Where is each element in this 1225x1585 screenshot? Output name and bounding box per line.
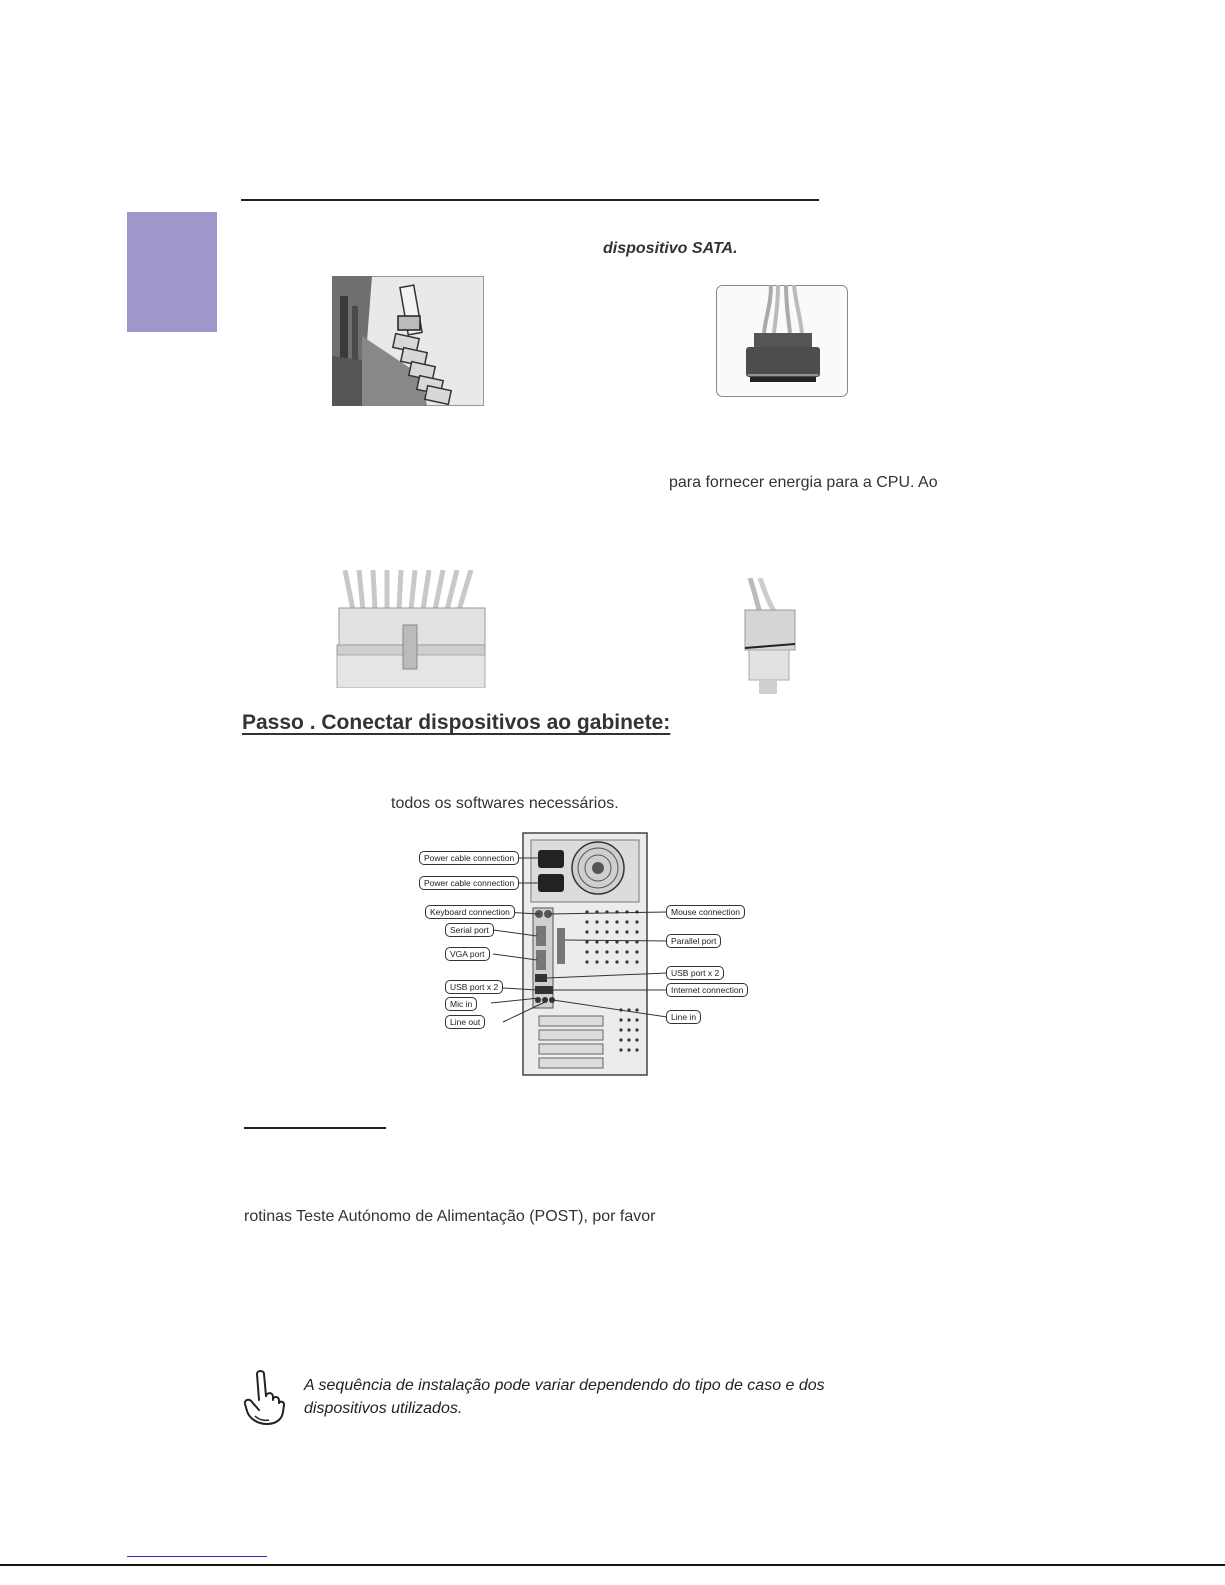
sata-caption: dispositivo SATA. [603, 240, 738, 257]
page-bottom-line [0, 1564, 1225, 1566]
label-mic-in: Mic in [445, 997, 477, 1011]
atx-power-connector-photo [335, 570, 487, 688]
power-connector-text: para fornecer energia para a CPU. Ao [669, 474, 938, 491]
sata-power-cable-photo [716, 285, 848, 397]
label-internet-connection: Internet connection [666, 983, 748, 997]
label-usb-left: USB port x 2 [445, 980, 503, 994]
footer-link-rule [127, 1556, 267, 1557]
label-mouse-connection: Mouse connection [666, 905, 745, 919]
note-line-1: A sequência de instalação pode variar dependendo do tipo de caso e dos [304, 1377, 825, 1394]
label-keyboard-connection: Keyboard connection [425, 905, 515, 919]
label-line-out: Line out [445, 1015, 485, 1029]
pc-case-back-diagram [415, 830, 755, 1080]
label-power-cable-2: Power cable connection [419, 876, 519, 890]
post-text: rotinas Teste Autónomo de Alimentação (POST), por favor [244, 1208, 656, 1225]
label-parallel-port: Parallel port [666, 934, 721, 948]
label-serial-port: Serial port [445, 923, 494, 937]
label-vga-port: VGA port [445, 947, 490, 961]
note-line-2: dispositivos utilizados. [304, 1400, 463, 1417]
label-power-cable-1: Power cable connection [419, 851, 519, 865]
sata-ports-photo [332, 276, 484, 406]
chapter-side-tab [127, 212, 217, 332]
section-short-rule [244, 1127, 386, 1129]
step-text: todos os softwares necessários. [391, 795, 619, 812]
note-text [304, 1374, 825, 1420]
pointing-hand-icon [241, 1368, 287, 1426]
label-usb-right: USB port x 2 [666, 966, 724, 980]
section-top-rule [241, 199, 819, 201]
cpu-power-connector-photo [735, 578, 805, 696]
label-line-in: Line in [666, 1010, 701, 1024]
step-heading: Passo . Conectar dispositivos ao gabinete: [242, 711, 671, 734]
